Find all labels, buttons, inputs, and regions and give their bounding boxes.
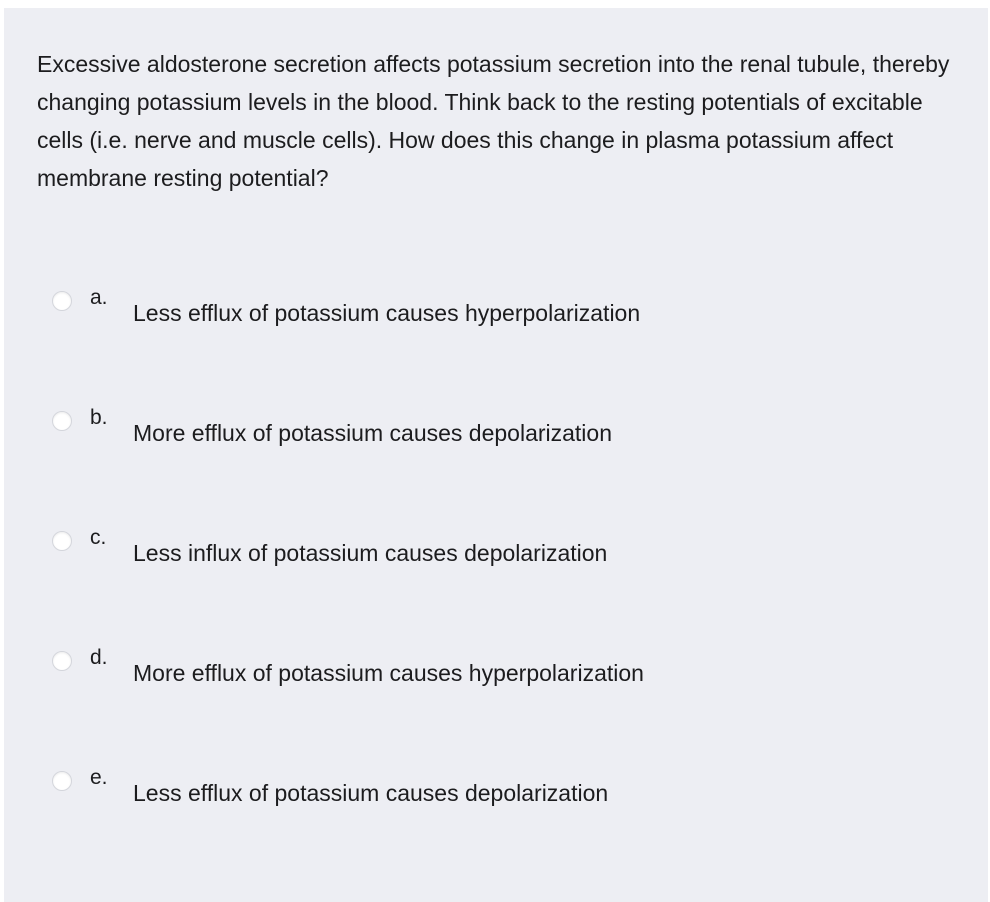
radio-button-e[interactable]	[52, 771, 72, 791]
option-letter-c: c.	[90, 526, 107, 549]
option-label-b[interactable]: More efflux of potassium causes depolarization	[133, 420, 613, 446]
radio-button-d[interactable]	[52, 651, 72, 671]
option-e[interactable]	[4, 766, 988, 831]
option-label-c[interactable]: Less influx of potassium causes depolarization	[133, 540, 608, 566]
option-letter-d: d.	[90, 646, 108, 669]
radio-button-c[interactable]	[52, 531, 72, 551]
option-c[interactable]	[4, 526, 988, 591]
option-a[interactable]	[4, 286, 988, 351]
option-letter-a: a.	[90, 286, 108, 309]
option-b[interactable]	[4, 406, 988, 471]
option-d[interactable]	[4, 646, 988, 711]
option-label-e[interactable]: Less efflux of potassium causes depolarization	[133, 780, 609, 806]
option-label-a[interactable]: Less efflux of potassium causes hyperpolarization	[133, 300, 641, 326]
radio-button-b[interactable]	[52, 411, 72, 431]
question-card	[4, 8, 988, 902]
question-text: Excessive aldosterone secretion affects potassium secretion into the renal tubule, thereby changing potassium levels in the blood. Think back to the resting potentials of excitable cells (i.e. nerve and muscle cells). How does this change in plasma potassium affect membrane resting potential?	[37, 51, 950, 191]
radio-button-a[interactable]	[52, 291, 72, 311]
option-label-d[interactable]: More efflux of potassium causes hyperpolarization	[133, 660, 644, 686]
option-letter-b: b.	[90, 406, 108, 429]
option-letter-e: e.	[90, 766, 108, 789]
